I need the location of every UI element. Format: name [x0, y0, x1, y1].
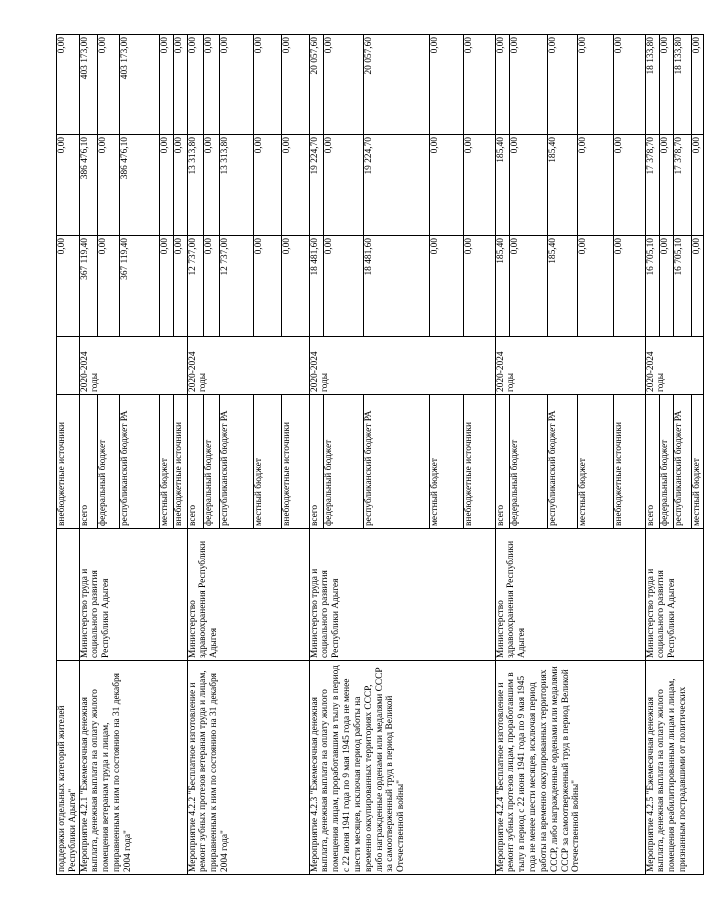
funding-value: 0,00 [187, 35, 203, 135]
funding-source: республиканский бюджет РА [547, 395, 577, 529]
funding-source: республиканский бюджет РА [119, 395, 159, 529]
funding-value: 13 313,80 [219, 135, 253, 236]
funding-value: 0,00 [97, 135, 119, 236]
funding-value: 0,00 [577, 236, 613, 337]
funding-source: всего [645, 395, 659, 529]
measure-period: 2020-2024 годы [309, 337, 495, 395]
funding-source: республиканский бюджет РА [219, 395, 253, 529]
measure-executor: Министерство труда и социального развития Республики Адыгея [79, 529, 187, 661]
funding-value: 0,00 [509, 135, 547, 236]
funding-value: 0,00 [547, 35, 577, 135]
funding-value: 0,00 [253, 236, 281, 337]
budget-table [56, 34, 704, 875]
measure-5-row [645, 35, 659, 875]
funding-value: 0,00 [97, 236, 119, 337]
funding-source: внебюджетные источники [463, 395, 495, 529]
funding-value: 0,00 [613, 135, 645, 236]
funding-source: федеральный бюджет [659, 395, 673, 529]
funding-source: федеральный бюджет [203, 395, 219, 529]
funding-value: 0,00 [323, 35, 363, 135]
funding-value: 0,00 [173, 135, 187, 236]
funding-value: 17 378,70 [645, 135, 659, 236]
funding-value: 0,00 [429, 236, 463, 337]
funding-source: всего [79, 395, 97, 529]
funding-source: всего [309, 395, 323, 529]
measure-executor: Министерство труда и социального развития Республики Адыгея [309, 529, 495, 661]
funding-value: 0,00 [429, 35, 463, 135]
funding-value: 12 737,00 [219, 236, 253, 337]
funding-value: 0,00 [253, 135, 281, 236]
funding-value: 367 119,40 [79, 236, 97, 337]
activity-cell: поддержки отдельных категорий жителей Республики Адыгея" [57, 661, 80, 875]
funding-value: 0,00 [463, 35, 495, 135]
value-cell: 0,00 [57, 236, 80, 337]
funding-value: 0,00 [509, 35, 547, 135]
funding-value: 0,00 [281, 236, 309, 337]
funding-value: 0,00 [577, 135, 613, 236]
funding-source: местный бюджет [691, 395, 703, 529]
budget-table-body [57, 35, 704, 875]
funding-value: 0,00 [159, 236, 173, 337]
funding-value: 0,00 [203, 236, 219, 337]
measure-period: 2020-2024 годы [187, 337, 309, 395]
measure-name: Мероприятие 4.2.2 "Бесплатное изготовление и ремонт зубных протезов ветеранам труда и лицам, приравненным к ним по состоянию на 31 декабря 2004 года" [187, 661, 309, 875]
funding-source: федеральный бюджет [97, 395, 119, 529]
funding-value: 0,00 [691, 135, 703, 236]
funding-value: 0,00 [659, 236, 673, 337]
funding-value: 0,00 [173, 35, 187, 135]
measure-period: 2020-2024 годы [79, 337, 187, 395]
measure-name: Мероприятие 4.2.1 "Ежемесячная денежная выплата, денежная выплата на оплату жилого помещения ветеранам труда и лицам, приравненным к ним по состоянию на 31 декабря 2004 года" [79, 661, 187, 875]
measure-executor: Министерство труда и социального развития Республики Адыгея [645, 529, 703, 661]
value-cell: 0,00 [57, 35, 80, 135]
measure-name: Мероприятие 4.2.4 "Бесплатное изготовление и ремонт зубных протезов лицам, проработавшим в тылу в период с 22 июня 1941 года по 9 мая 1945 года не менее шести месяцев, исключая период работы на временно оккупированных территориях СССР, либо награжденные орденами или медалями СССР за самоотверженный труд в период Великой Отечественной войны" [495, 661, 645, 875]
funding-value: 0,00 [203, 35, 219, 135]
funding-source: внебюджетные источники [173, 395, 187, 529]
funding-source: местный бюджет [429, 395, 463, 529]
value-cell: 0,00 [57, 135, 80, 236]
funding-value: 0,00 [159, 35, 173, 135]
funding-value: 0,00 [509, 236, 547, 337]
source-cell: внебюджетные источники [57, 395, 80, 529]
measure-period: 2020-2024 годы [645, 337, 703, 395]
funding-value: 19 224,70 [363, 135, 429, 236]
funding-value: 185,40 [495, 236, 509, 337]
funding-value: 0,00 [281, 135, 309, 236]
funding-source: внебюджетные источники [281, 395, 309, 529]
funding-value: 403 173,00 [119, 35, 159, 135]
funding-source: местный бюджет [253, 395, 281, 529]
funding-value: 0,00 [173, 236, 187, 337]
funding-value: 20 057,60 [363, 35, 429, 135]
funding-value: 0,00 [691, 236, 703, 337]
funding-source: всего [187, 395, 203, 529]
funding-value: 16 705,10 [673, 236, 691, 337]
measure-name: Мероприятие 4.2.3 "Ежемесячная денежная выплата, денежная выплата на оплату жилого помещения лицам, проработавшим в тылу в период с 22 июня 1941 года по 9 мая 1945 года не менее шести месяцев, исключая период работы на временно оккупированных территориях СССР, либо награжденные орденами или медалями СССР за самоотверженный труд в период Великой Отечественной войны" [309, 661, 495, 875]
funding-value: 13 313,80 [187, 135, 203, 236]
funding-value: 386 476,10 [119, 135, 159, 236]
funding-value: 185,40 [495, 135, 509, 236]
funding-value: 0,00 [613, 35, 645, 135]
funding-source: федеральный бюджет [323, 395, 363, 529]
funding-value: 0,00 [203, 135, 219, 236]
funding-value: 18 481,60 [363, 236, 429, 337]
measure-executor: Министерство здравоохранения Республики Адыгея [187, 529, 309, 661]
funding-value: 19 224,70 [309, 135, 323, 236]
funding-source: республиканский бюджет РА [673, 395, 691, 529]
funding-source: внебюджетные источники [613, 395, 645, 529]
funding-value: 0,00 [159, 135, 173, 236]
measure-1-row [79, 35, 97, 875]
period-cell [57, 337, 80, 395]
measure-4-row [495, 35, 509, 875]
funding-source: всего [495, 395, 509, 529]
funding-value: 12 737,00 [187, 236, 203, 337]
measure-executor: Министерство здравоохранения Республики Адыгея [495, 529, 645, 661]
funding-value: 18 133,80 [645, 35, 659, 135]
funding-value: 367 119,40 [119, 236, 159, 337]
funding-value: 0,00 [97, 35, 119, 135]
funding-value: 0,00 [691, 35, 703, 135]
funding-value: 0,00 [463, 135, 495, 236]
funding-value: 17 378,70 [673, 135, 691, 236]
funding-value: 403 173,00 [79, 35, 97, 135]
funding-value: 0,00 [463, 236, 495, 337]
funding-value: 18 133,80 [673, 35, 691, 135]
funding-source: местный бюджет [577, 395, 613, 529]
measure-2-row [187, 35, 203, 875]
funding-value: 0,00 [495, 35, 509, 135]
funding-value: 0,00 [281, 35, 309, 135]
executor-cell [57, 529, 80, 661]
funding-source: республиканский бюджет РА [363, 395, 429, 529]
measure-3-row [309, 35, 323, 875]
measure-name: Мероприятие 4.2.5 "Ежемесячная денежная выплата, денежная выплата на оплату жилого помещения реабилитированным лицам и лицам, признанным пострадавшими от политических [645, 661, 703, 875]
funding-source: местный бюджет [159, 395, 173, 529]
funding-value: 16 705,10 [645, 236, 659, 337]
funding-value: 185,40 [547, 135, 577, 236]
funding-source: федеральный бюджет [509, 395, 547, 529]
funding-value: 0,00 [659, 135, 673, 236]
header-row [57, 35, 80, 875]
funding-value: 20 057,60 [309, 35, 323, 135]
funding-value: 0,00 [659, 35, 673, 135]
funding-value: 185,40 [547, 236, 577, 337]
funding-value: 0,00 [323, 135, 363, 236]
funding-value: 18 481,60 [309, 236, 323, 337]
funding-value: 0,00 [323, 236, 363, 337]
funding-value: 0,00 [429, 135, 463, 236]
funding-value: 0,00 [253, 35, 281, 135]
measure-period: 2020-2024 годы [495, 337, 645, 395]
funding-value: 0,00 [613, 236, 645, 337]
funding-value: 0,00 [577, 35, 613, 135]
funding-value: 386 476,10 [79, 135, 97, 236]
funding-value: 0,00 [219, 35, 253, 135]
